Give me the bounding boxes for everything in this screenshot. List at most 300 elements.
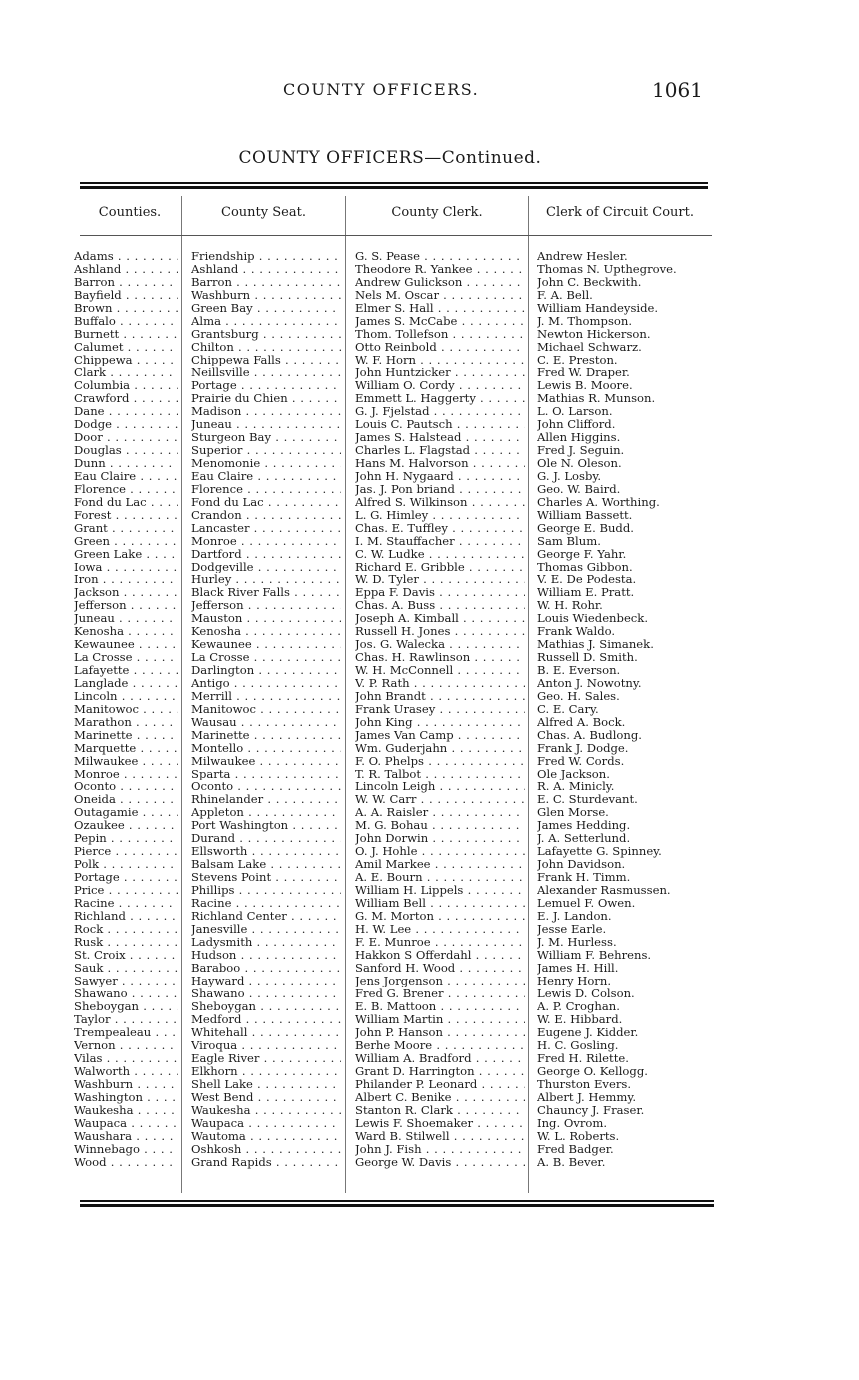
circuit-court-clerk: Allen Higgins. (537, 431, 621, 445)
county-seat: Dodgeville . . . (191, 561, 341, 574)
county-name: Burnett . . . (74, 328, 178, 341)
county-name: Douglas . . . (74, 444, 178, 457)
running-head-title: COUNTY OFFICERS. (283, 80, 480, 99)
table-header (0, 205, 859, 227)
county-seat: Appleton . . . (191, 806, 341, 819)
county-name: Lincoln . . . (74, 690, 178, 703)
county-seat: Eau Claire . . . (191, 470, 341, 483)
table-row (0, 793, 859, 806)
county-clerk: Eppa F. Davis . . . (355, 586, 525, 599)
table-row (0, 250, 859, 263)
county-seat: Menomonie . . . (191, 457, 341, 470)
county-seat: Eagle River . . . (191, 1052, 341, 1065)
county-name: Jefferson . . . (74, 599, 178, 612)
county-name: Brown . . . (74, 302, 178, 315)
county-clerk: G. M. Morton . . . (355, 910, 525, 923)
county-seat: Florence . . . (191, 483, 341, 496)
county-clerk: William Bell . . . (355, 897, 525, 910)
county-name: Milwaukee . . . (74, 755, 178, 768)
table-row (0, 780, 859, 793)
table-row (0, 716, 859, 729)
county-seat: Medford . . . (191, 1013, 341, 1026)
county-clerk: Jos. G. Walecka . . . (355, 638, 525, 651)
circuit-court-clerk: James H. Hill. (537, 961, 619, 975)
header-county-clerk: County Clerk. (391, 205, 483, 220)
table-row (0, 392, 859, 405)
county-name: Manitowoc . . . (74, 703, 178, 716)
county-name: Taylor . . . (74, 1013, 178, 1026)
county-seat: Merrill . . . (191, 690, 341, 703)
county-seat: Lancaster . . . (191, 522, 341, 535)
circuit-court-clerk: Newton Hickerson. (537, 327, 651, 341)
county-name: La Crosse . . . (74, 651, 178, 664)
table-row (0, 1104, 859, 1117)
county-seat: Green Bay . . . (191, 302, 341, 315)
county-seat: Monroe . . . (191, 535, 341, 548)
circuit-court-clerk: Ing. Ovrom. (537, 1116, 608, 1130)
county-name: Sauk . . . (74, 962, 178, 975)
circuit-court-clerk: E. J. Landon. (537, 909, 612, 923)
table-row (0, 315, 859, 328)
table-row (0, 871, 859, 884)
county-seat: Racine . . . (191, 897, 341, 910)
county-seat: Sheboygan . . . (191, 1000, 341, 1013)
county-seat: Stevens Point . . . (191, 871, 341, 884)
county-clerk: F. O. Phelps . . . (355, 755, 525, 768)
table-row (0, 625, 859, 638)
table-row (0, 703, 859, 716)
county-seat: Chilton . . . (191, 341, 341, 354)
county-clerk: W. D. Tyler . . . (355, 573, 525, 586)
circuit-court-clerk: V. E. De Podesta. (537, 573, 637, 587)
circuit-court-clerk: B. E. Everson. (537, 664, 621, 677)
county-clerk: William A. Bradford . . . (355, 1052, 525, 1065)
county-clerk: Nels M. Oscar . . . (355, 289, 525, 302)
county-name: Lafayette . . . (74, 664, 178, 677)
circuit-court-clerk: Chas. A. Budlong. (537, 728, 642, 742)
county-seat: Portage . . . (191, 379, 341, 392)
table-row (0, 548, 859, 561)
table-row (0, 806, 859, 819)
county-name: Columbia . . . (74, 379, 178, 392)
table-row (0, 599, 859, 612)
county-name: Bayfield . . . (74, 289, 178, 302)
county-seat: Ladysmith . . . (191, 936, 341, 949)
county-seat: Prairie du Chien . . . (191, 392, 341, 405)
table-row (0, 910, 859, 923)
county-clerk: E. B. Mattoon . . . (355, 1000, 525, 1013)
county-name: Grant . . . (74, 522, 178, 535)
county-seat: Oshkosh . . . (191, 1143, 341, 1156)
circuit-court-clerk: Russell D. Smith. (537, 651, 638, 665)
circuit-court-clerk: Geo. W. Baird. (537, 482, 621, 496)
county-name: Walworth . . . (74, 1065, 178, 1078)
county-seat: Hudson . . . (191, 949, 341, 962)
county-name: Racine . . . (74, 897, 178, 910)
county-clerk: James S. Halstead . . . (355, 431, 525, 444)
circuit-court-clerk: R. A. Minicly. (537, 780, 615, 794)
county-name: Crawford . . . (74, 392, 178, 405)
county-clerk: Louis C. Pautsch . . . (355, 418, 525, 431)
county-clerk: James S. McCabe . . . (355, 315, 525, 328)
table-row (0, 1065, 859, 1078)
circuit-court-clerk: Alfred A. Bock. (537, 715, 626, 729)
county-clerk: W. W. Carr . . . (355, 793, 525, 806)
table-row (0, 405, 859, 418)
county-name: Oconto . . . (74, 780, 178, 793)
table-row (0, 444, 859, 457)
table-row (0, 522, 859, 535)
table-row (0, 664, 859, 677)
county-clerk: Hans M. Halvorson . . . (355, 457, 525, 470)
circuit-court-clerk: W. E. Hibbard. (537, 1013, 623, 1027)
county-clerk: Joseph A. Kimball . . . (355, 612, 525, 625)
county-clerk: Charles L. Flagstad . . . (355, 444, 525, 457)
table-row (0, 302, 859, 315)
table-row (0, 1026, 859, 1039)
county-seat: Shawano . . . (191, 987, 341, 1000)
county-name: Shawano . . . (74, 987, 178, 1000)
county-seat: Superior . . . (191, 444, 341, 457)
county-seat: Kenosha . . . (191, 625, 341, 638)
county-name: Door . . . (74, 431, 178, 444)
table-row (0, 1156, 859, 1169)
table-row (0, 612, 859, 625)
circuit-court-clerk: L. O. Larson. (537, 405, 613, 419)
table-row (0, 949, 859, 962)
county-name: Richland . . . (74, 910, 178, 923)
county-name: Marinette . . . (74, 729, 178, 742)
county-name: Chippewa . . . (74, 354, 178, 367)
table-row (0, 354, 859, 367)
county-clerk: Jas. J. Pon briand . . . (355, 483, 525, 496)
county-seat: Phillips . . . (191, 884, 341, 897)
circuit-court-clerk: Geo. H. Sales. (537, 689, 620, 703)
circuit-court-clerk: William F. Behrens. (537, 948, 652, 962)
county-seat: Barron . . . (191, 276, 341, 289)
circuit-court-clerk: Michael Schwarz. (537, 340, 642, 354)
county-clerk: Chas. H. Rawlinson . . . (355, 651, 525, 664)
county-name: Polk . . . (74, 858, 178, 871)
table-row (0, 690, 859, 703)
county-name: Kewaunee . . . (74, 638, 178, 651)
county-name: Ozaukee . . . (74, 819, 178, 832)
table-row (0, 379, 859, 392)
county-name: Green Lake . . . (74, 548, 178, 561)
county-clerk: C. W. Ludke . . . (355, 548, 525, 561)
county-clerk: G. J. Fjelstad . . . (355, 405, 525, 418)
circuit-court-clerk: J. M. Thompson. (537, 314, 633, 328)
county-seat: Dartford . . . (191, 548, 341, 561)
county-name: Monroe . . . (74, 768, 178, 781)
circuit-court-clerk: Alexander Rasmussen. (537, 883, 671, 897)
county-clerk: Richard E. Gribble . . . (355, 561, 525, 574)
circuit-court-clerk: William Handeyside. (537, 301, 659, 315)
circuit-court-clerk: A. P. Croghan. (537, 1000, 620, 1014)
county-clerk: William Martin . . . (355, 1013, 525, 1026)
county-seat: Waukesha . . . (191, 1104, 341, 1117)
table-row (0, 586, 859, 599)
county-name: Washburn . . . (74, 1078, 178, 1091)
table-row (0, 975, 859, 988)
county-clerk: John King . . . (355, 716, 525, 729)
county-clerk: Emmett L. Haggerty . . . (355, 392, 525, 405)
county-clerk: A. E. Bourn . . . (355, 871, 525, 884)
county-seat: Chippewa Falls . . . (191, 354, 341, 367)
circuit-court-clerk: Fred Badger. (537, 1142, 614, 1156)
table-row (0, 483, 859, 496)
county-clerk: Elmer S. Hall . . . (355, 302, 525, 315)
county-clerk: Chas. E. Tuffley . . . (355, 522, 525, 535)
county-clerk: H. W. Lee . . . (355, 923, 525, 936)
county-clerk: John Dorwin . . . (355, 832, 525, 845)
county-seat: La Crosse . . . (191, 651, 341, 664)
circuit-court-clerk: Henry Horn. (537, 974, 612, 988)
circuit-court-clerk: Chauncy J. Fraser. (537, 1103, 645, 1117)
county-clerk: F. E. Munroe . . . (355, 936, 525, 949)
county-seat: Crandon . . . (191, 509, 341, 522)
county-clerk: Theodore R. Yankee . . . (355, 263, 525, 276)
bottom-rule (80, 1200, 714, 1202)
county-seat: Richland Center . . . (191, 910, 341, 923)
county-clerk: Thom. Tollefson . . . (355, 328, 525, 341)
county-name: Barron . . . (74, 276, 178, 289)
circuit-court-clerk: Anton J. Nowotny. (537, 676, 642, 690)
county-clerk: William O. Cordy . . . (355, 379, 525, 392)
county-seat: West Bend . . . (191, 1091, 341, 1104)
county-clerk: Sanford H. Wood . . . (355, 962, 525, 975)
county-seat: Ashland . . . (191, 263, 341, 276)
county-clerk: Wm. Guderjahn . . . (355, 742, 525, 755)
county-seat: Janesville . . . (191, 923, 341, 936)
county-clerk: Fred G. Brener . . . (355, 987, 525, 1000)
table-row (0, 936, 859, 949)
table-row (0, 832, 859, 845)
county-clerk: Alfred S. Wilkinson . . . (355, 496, 525, 509)
county-clerk: Grant D. Harrington . . . (355, 1065, 525, 1078)
county-clerk: Russell H. Jones . . . (355, 625, 525, 638)
county-name: Green . . . (74, 535, 178, 548)
county-clerk: A. A. Raisler . . . (355, 806, 525, 819)
county-clerk: Amil Markee . . . (355, 858, 525, 871)
county-clerk: Stanton R. Clark . . . (355, 1104, 525, 1117)
county-seat: Grand Rapids . . . (191, 1156, 341, 1169)
circuit-court-clerk: John Davidson. (537, 858, 626, 872)
county-clerk: W. F. Horn . . . (355, 354, 525, 367)
circuit-court-clerk: Lemuel F. Owen. (537, 896, 636, 910)
table-row (0, 289, 859, 302)
table-row (0, 431, 859, 444)
county-name: Winnebago . . . (74, 1143, 178, 1156)
county-seat: Darlington . . . (191, 664, 341, 677)
county-seat: Jefferson . . . (191, 599, 341, 612)
circuit-court-clerk: Ole N. Oleson. (537, 457, 622, 470)
county-clerk: John Huntzicker . . . (355, 366, 525, 379)
county-seat: Shell Lake . . . (191, 1078, 341, 1091)
county-clerk: George W. Davis . . . (355, 1156, 525, 1169)
circuit-court-clerk: F. A. Bell. (537, 288, 593, 302)
county-name: Buffalo . . . (74, 315, 178, 328)
county-name: Pierce . . . (74, 845, 178, 858)
county-clerk: John H. Nygaard . . . (355, 470, 525, 483)
county-seat: Manitowoc . . . (191, 703, 341, 716)
table-row (0, 962, 859, 975)
county-clerk: T. R. Talbot . . . (355, 768, 525, 781)
county-seat: Sparta . . . (191, 768, 341, 781)
circuit-court-clerk: J. M. Hurless. (537, 935, 617, 949)
circuit-court-clerk: Charles A. Worthing. (537, 495, 660, 509)
header-county-seat: County Seat. (221, 205, 306, 220)
circuit-court-clerk: Glen Morse. (537, 806, 609, 820)
circuit-court-clerk: C. E. Cary. (537, 702, 599, 716)
county-name: Jackson . . . (74, 586, 178, 599)
circuit-court-clerk: Thomas N. Upthegrove. (537, 262, 677, 276)
table-row (0, 755, 859, 768)
county-clerk: Chas. A. Buss . . . (355, 599, 525, 612)
table-row (0, 1039, 859, 1052)
county-seat: Balsam Lake . . . (191, 858, 341, 871)
circuit-court-clerk: Thomas Gibbon. (537, 560, 633, 574)
county-name: Portage . . . (74, 871, 178, 884)
circuit-court-clerk: W. L. Roberts. (537, 1129, 620, 1143)
circuit-court-clerk: Fred J. Seguin. (537, 444, 625, 458)
county-seat: Black River Falls . . . (191, 586, 341, 599)
county-name: Trempealeau . . . (74, 1026, 178, 1039)
county-clerk: G. S. Pease . . . (355, 250, 525, 263)
circuit-court-clerk: Eugene J. Kidder. (537, 1026, 639, 1040)
table-row (0, 1052, 859, 1065)
table-row (0, 1000, 859, 1013)
table-row (0, 496, 859, 509)
county-seat: Mauston . . . (191, 612, 341, 625)
circuit-court-clerk: Lewis D. Colson. (537, 987, 635, 1001)
circuit-court-clerk: G. J. Losby. (537, 469, 602, 483)
county-seat: Elkhorn . . . (191, 1065, 341, 1078)
circuit-court-clerk: George E. Budd. (537, 521, 634, 535)
table-row (0, 845, 859, 858)
header-counties: Counties. (98, 205, 162, 220)
circuit-court-clerk: Sam Blum. (537, 534, 601, 548)
table-row (0, 768, 859, 781)
table-row (0, 573, 859, 586)
circuit-court-clerk: Mathias J. Simanek. (537, 638, 654, 652)
county-name: Dodge . . . (74, 418, 178, 431)
circuit-court-clerk: John C. Beckwith. (537, 275, 642, 289)
circuit-court-clerk: Lewis B. Moore. (537, 379, 633, 393)
circuit-court-clerk: Lafayette G. Spinney. (537, 845, 662, 859)
county-name: Pepin . . . (74, 832, 178, 845)
circuit-court-clerk: A. B. Bever. (537, 1155, 606, 1169)
county-clerk: I. M. Stauffacher . . . (355, 535, 525, 548)
table-row (0, 729, 859, 742)
county-clerk: John Brandt . . . (355, 690, 525, 703)
table-row (0, 651, 859, 664)
county-name: Wood . . . (74, 1156, 178, 1169)
table-row (0, 561, 859, 574)
county-seat: Hayward . . . (191, 975, 341, 988)
county-seat: Madison . . . (191, 405, 341, 418)
circuit-court-clerk: Jesse Earle. (537, 922, 607, 936)
table-row (0, 638, 859, 651)
circuit-court-clerk: Fred H. Rilette. (537, 1052, 629, 1066)
county-name: Sawyer . . . (74, 975, 178, 988)
county-clerk: O. J. Hohle . . . (355, 845, 525, 858)
table-row (0, 1091, 859, 1104)
county-name: Fond du Lac . . . (74, 496, 178, 509)
county-seat: Baraboo . . . (191, 962, 341, 975)
table-row (0, 535, 859, 548)
county-seat: Viroqua . . . (191, 1039, 341, 1052)
county-name: Calumet . . . (74, 341, 178, 354)
table-row (0, 1117, 859, 1130)
county-name: Langlade . . . (74, 677, 178, 690)
table-row (0, 819, 859, 832)
circuit-court-clerk: Thurston Evers. (537, 1078, 632, 1091)
county-name: Outagamie . . . (74, 806, 178, 819)
county-clerk: John J. Fish . . . (355, 1143, 525, 1156)
county-seat: Grantsburg . . . (191, 328, 341, 341)
county-name: Rock . . . (74, 923, 178, 936)
table-row (0, 742, 859, 755)
county-name: Forest . . . (74, 509, 178, 522)
circuit-court-clerk: James Hedding. (537, 819, 631, 833)
county-clerk: M. G. Bohau . . . (355, 819, 525, 832)
county-name: Florence . . . (74, 483, 178, 496)
county-name: Dunn . . . (74, 457, 178, 470)
county-seat: Hurley . . . (191, 573, 341, 586)
county-clerk: Frank Urasey . . . (355, 703, 525, 716)
county-name: Iowa . . . (74, 561, 178, 574)
county-seat: Ellsworth . . . (191, 845, 341, 858)
circuit-court-clerk: Fred W. Draper. (537, 366, 630, 380)
circuit-court-clerk: Ole Jackson. (537, 767, 610, 781)
county-seat: Durand . . . (191, 832, 341, 845)
county-seat: Washburn . . . (191, 289, 341, 302)
table-row (0, 509, 859, 522)
bottom-rule-thick (80, 1204, 714, 1207)
county-clerk: Jens Jorgenson . . . (355, 975, 525, 988)
county-name: Marquette . . . (74, 742, 178, 755)
county-name: Sheboygan . . . (74, 1000, 178, 1013)
table-row (0, 457, 859, 470)
county-seat: Oconto . . . (191, 780, 341, 793)
county-seat: Fond du Lac . . . (191, 496, 341, 509)
county-seat: Juneau . . . (191, 418, 341, 431)
county-clerk: Andrew Gulickson . . . (355, 276, 525, 289)
county-seat: Wausau . . . (191, 716, 341, 729)
county-name: Eau Claire . . . (74, 470, 178, 483)
county-name: Clark . . . (74, 366, 178, 379)
county-name: Juneau . . . (74, 612, 178, 625)
county-name: St. Croix . . . (74, 949, 178, 962)
county-clerk: James Van Camp . . . (355, 729, 525, 742)
header-clerk-circuit-court: Clerk of Circuit Court. (546, 205, 694, 220)
table-row (0, 1130, 859, 1143)
table-row (0, 858, 859, 871)
table-row (0, 1013, 859, 1026)
county-clerk: Otto Reinbold . . . (355, 341, 525, 354)
county-name: Kenosha . . . (74, 625, 178, 638)
circuit-court-clerk: Andrew Hesler. (537, 250, 628, 263)
circuit-court-clerk: John Clifford. (537, 418, 616, 432)
table-row (0, 366, 859, 379)
table-row (0, 1078, 859, 1091)
county-name: Rusk . . . (74, 936, 178, 949)
running-head (0, 80, 859, 104)
county-name: Waushara . . . (74, 1130, 178, 1143)
county-seat: Neillsville . . . (191, 366, 341, 379)
table-row (0, 328, 859, 341)
